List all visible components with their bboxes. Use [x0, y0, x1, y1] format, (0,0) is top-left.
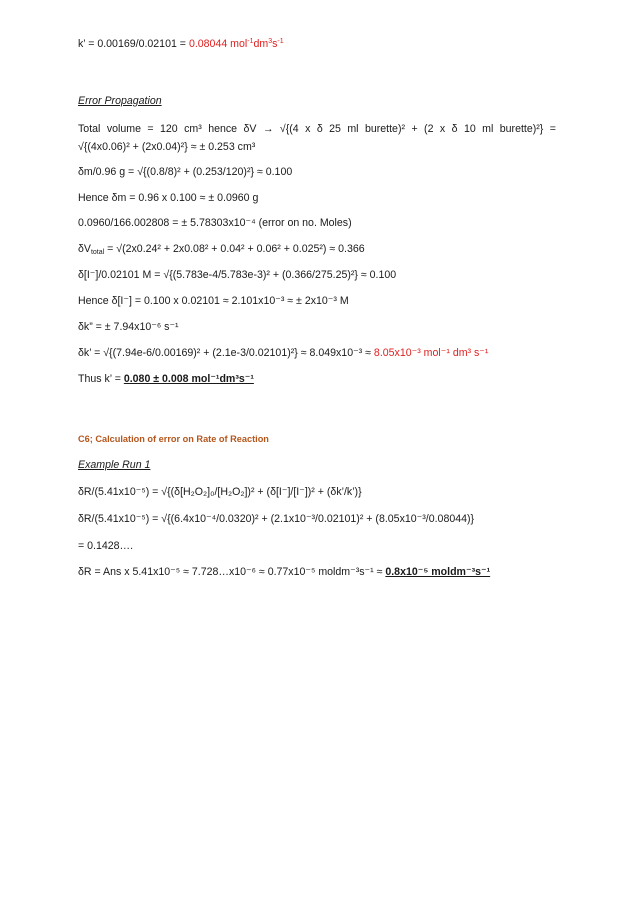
error-propagation-heading: Error Propagation [78, 95, 162, 107]
k-expression: k’ = 0.00169/0.02101 = [78, 38, 189, 50]
dk-double-prime-line: δk” = ± 7.94x10⁻⁶ s⁻¹ [78, 321, 179, 333]
total-volume-word: burette)² [364, 123, 406, 135]
rate-error-final-value: 0.8x10⁻⁵ moldm⁻³s⁻¹ [385, 566, 491, 578]
total-volume-word: (2 [424, 123, 434, 135]
rate-error-final-line: δR = Ans x 5.41x10⁻⁵ ≈ 7.728…x10⁻⁶ ≈ 0.77x10⁻⁵ moldm⁻³s⁻¹ ≈ 0.8x10⁻⁵ moldm⁻³s⁻¹ [78, 566, 491, 578]
dk-prime-result: 8.05x10⁻³ mol⁻¹ dm³ s⁻¹ [373, 347, 489, 359]
total-volume-word: ml [347, 123, 359, 135]
total-volume-word: volume [106, 123, 141, 135]
total-volume-word: cm³ [184, 123, 202, 135]
total-volume-word: → [262, 123, 274, 135]
k-result: 0.08044 $mol^{-1}dm^3s^{-1}$ [188, 38, 284, 50]
total-volume-word: = [549, 123, 556, 135]
total-volume-word: δV [243, 123, 257, 135]
total-volume-word: = [147, 123, 154, 135]
iodide-ratio-line: δ[I⁻]/0.02101 M = √{(5.783e-4/5.783e-3)² + (0.366/275.25)²} ≈ 0.100 [78, 269, 397, 281]
total-volume-word: δ [451, 123, 458, 135]
total-volume-line [78, 123, 556, 136]
total-volume-word: hence [208, 123, 238, 135]
iodide-value-line: Hence δ[I⁻] = 0.100 x 0.02101 ≈ 2.101x10⁻³ ≈ ± 2x10⁻³ M [78, 295, 349, 307]
total-volume-word: 25 [329, 123, 341, 135]
vtotal-line: $\delta V_{total} = √(2x0.24^2 + 2x0.08^2 + 0.04^2 + 0.06^2 + 0.025^2) \approx 0.366$ [78, 243, 365, 256]
dm-value-line: Hence δm = 0.96 x 0.100 ≈ ± 0.0960 g [78, 192, 259, 204]
total-volume-word: δ [316, 123, 323, 135]
total-volume-word: x [439, 123, 446, 135]
total-volume-word: 10 [463, 123, 476, 135]
total-volume-word: + [411, 123, 418, 135]
rate-error-result: = 0.1428…. [78, 540, 134, 552]
dk-prime-line: δk’ = √{(7.94e-6/0.00169)² + (2.1e-3/0.02101)²} ≈ 8.049x10⁻³ ≈ 8.05x10⁻³ mol⁻¹ dm³ s⁻¹ [78, 347, 489, 359]
final-k-value: 0.080 ± 0.008 mol⁻¹dm³s⁻¹ [123, 373, 254, 385]
rate-error-substitution: δR/(5.41x10⁻⁵) = √{(6.4x10⁻⁴/0.0320)² + (2.1x10⁻³/0.02101)² + (8.05x10⁻³/0.08044)} [78, 513, 475, 525]
moles-error-line: 0.0960/166.002808 = ± 5.78303x10⁻⁴ (error on no. Moles) [78, 217, 352, 229]
total-volume-word: 120 [160, 123, 178, 135]
example-run-heading: Example Run 1 [78, 459, 151, 471]
dm-ratio-line: δm/0.96 g = √{(0.8/8)² + (0.253/120)²} ≈ 0.100 [78, 166, 293, 178]
total-volume-word: x [305, 123, 311, 135]
total-volume-word: Total [78, 123, 101, 135]
total-volume-word: √{(4 [279, 123, 299, 135]
total-volume-continuation: √{(4x0.06)² + (2x0.04)²} ≈ ± 0.253 cm³ [78, 141, 256, 153]
total-volume-word: ml [482, 123, 494, 135]
k-calculation-line [78, 38, 284, 51]
final-k-line: Thus k’ = 0.080 ± 0.008 mol⁻¹dm³s⁻¹ [78, 373, 254, 385]
c6-heading: C6; Calculation of error on Rate of Reaction [78, 434, 269, 444]
total-volume-word: burette)²} [499, 123, 544, 135]
rate-error-formula: δR/(5.41x10⁻⁵) = √{(δ[H₂O₂]₀/[H₂O₂])² + (δ[I⁻]/[I⁻])² + (δk’/k’)} [78, 486, 362, 498]
